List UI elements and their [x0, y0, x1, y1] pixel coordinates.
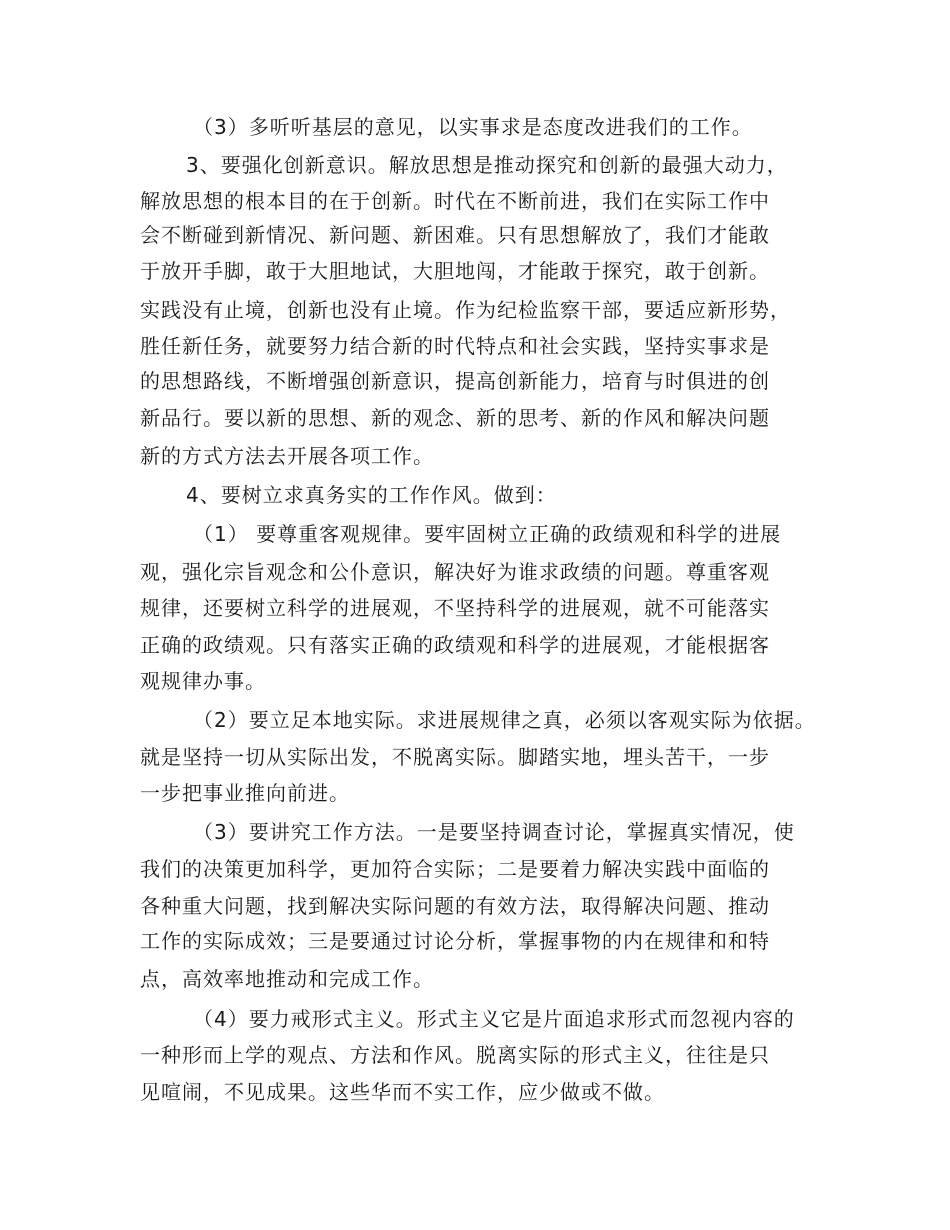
text-line: 的思想路线，不断增强创新意识，提高创新能力，培育与时俱进的创: [140, 369, 770, 393]
text-line: 胜任新任务，就要努力结合新的时代特点和社会实践，坚持实事求是: [140, 334, 770, 358]
text-line: 各种重大问题，找到解决实际问题的有效方法，取得解决问题、推动: [140, 894, 770, 918]
text-line: 点，高效率地推动和完成工作。: [140, 967, 434, 991]
text-line: （2）要立足本地实际。求进展规律之真，必须以客观实际为依据。: [193, 708, 816, 732]
text-line: 规律，还要树立科学的进展观，不坚持科学的进展观，就不可能落实: [140, 596, 770, 620]
text-line: 观，强化宗旨观念和公仆意识，解决好为谁求政绩的问题。尊重客观: [140, 560, 770, 584]
text-line: 3、要强化创新意识。解放思想是推动探究和创新的最强大动力，: [186, 153, 788, 177]
text-line: 见喧闹，不见成果。这些华而不实工作，应少做或不做。: [140, 1080, 665, 1104]
text-line: 实践没有止境，创新也没有止境。作为纪检监察干部，要适应新形势，: [140, 298, 791, 322]
text-line: 一种形而上学的观点、方法和作风。脱离实际的形式主义，往往是只: [140, 1043, 770, 1067]
text-line: 4、要树立求真务实的工作作风。做到：: [186, 483, 557, 507]
text-line: 我们的决策更加科学，更加符合实际；二是要着力解决实践中面临的: [140, 857, 770, 881]
text-line: 新的方式方法去开展各项工作。: [140, 444, 434, 468]
text-line: （3）要讲究工作方法。一是要坚持调查讨论，掌握真实情况，使: [193, 820, 795, 844]
text-line: 会不断碰到新情况、新问题、新困难。只有思想解放了，我们才能敢: [140, 223, 770, 247]
text-line: （4）要力戒形式主义。形式主义它是片面追求形式而忽视内容的: [193, 1007, 795, 1031]
text-line: （3）多听听基层的意见，以实事求是态度改进我们的工作。: [193, 115, 753, 139]
text-line: 新品行。要以新的思想、新的观念、新的思考、新的作风和解决问题: [140, 406, 770, 430]
text-line: 于放开手脚，敢于大胆地试，大胆地闯，才能敢于探究，敢于创新。: [140, 259, 770, 283]
text-line: 观规律办事。: [140, 669, 266, 693]
text-line: 就是坚持一切从实际出发，不脱离实际。脚踏实地，埋头苦干，一步: [140, 745, 770, 769]
text-line: 一步把事业推向前进。: [140, 781, 350, 805]
text-line: 工作的实际成效；三是要通过讨论分析，掌握事物的内在规律和和特: [140, 929, 770, 953]
text-line: 正确的政绩观。只有落实正确的政绩观和科学的进展观，才能根据客: [140, 633, 770, 657]
text-line: （1） 要尊重客观规律。要牢固树立正确的政绩观和科学的进展: [193, 522, 782, 546]
text-line: 解放思想的根本目的在于创新。时代在不断前进，我们在实际工作中: [140, 189, 770, 213]
